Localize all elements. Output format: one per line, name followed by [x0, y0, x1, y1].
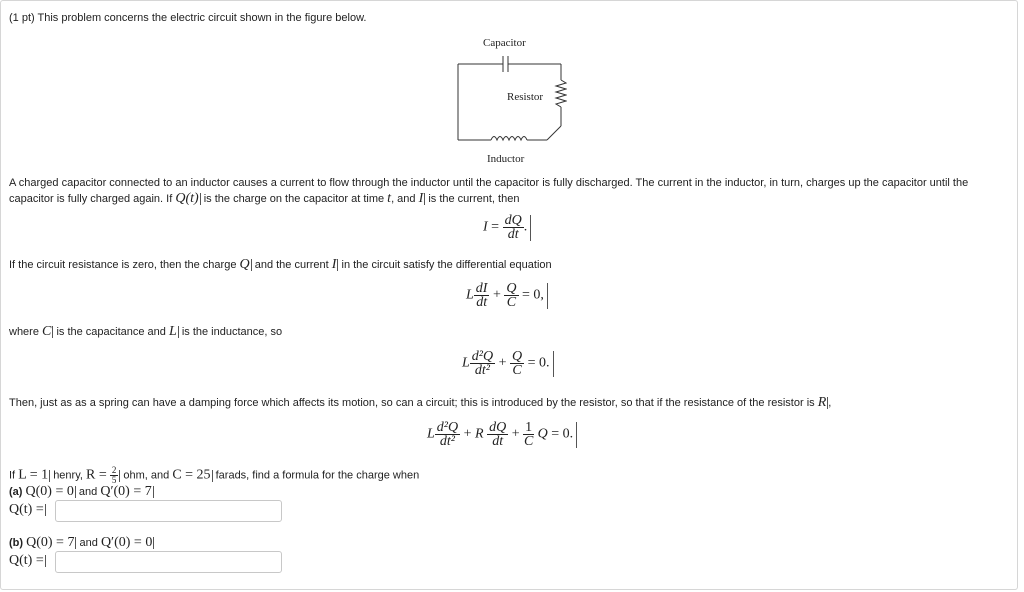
- paragraph-2: If the circuit resistance is zero, then the charge Q and the current I in the circuit satisfy the differential equation: [9, 257, 552, 272]
- given-values: If L = 1 henry, R = $\frac{2}{5}$ ohm, and C = 25 farads, find a formula for the charge when: [9, 465, 420, 485]
- part-b-answer-input[interactable]: [55, 551, 282, 573]
- part-a-conditions: (a) Q(0) = 0 and Q′(0) = 7: [9, 484, 152, 499]
- problem-intro: (1 pt) This problem concerns the electric circuit shown in the figure below.: [9, 12, 367, 24]
- paragraph-3: where C is the capacitance and L is the inductance, so: [9, 324, 283, 339]
- part-b-answer-label: Q(t) =: [9, 553, 44, 568]
- capacitor-label: Capacitor: [483, 37, 526, 49]
- circuit-diagram: [455, 36, 567, 164]
- part-a-answer-label: Q(t) =: [9, 502, 44, 517]
- equation-second-order: L $\frac{\text{d²Q}}{\text{dt²}}$ + $\frac{Q}{C}$ = 0.: [462, 350, 554, 377]
- paragraph-1-line-2: capacitor is fully charged again. If Q(t) is the charge on the capacitor at time t, and I is the current, then: [9, 191, 520, 206]
- part-b-conditions: (b) Q(0) = 7 and Q′(0) = 0: [9, 535, 153, 550]
- equation-current: I = $\frac{dQ}{dt}$ .: [483, 214, 531, 241]
- equation-lc: L $\frac{dI}{dt}$ + $\frac{Q}{C}$ = 0,: [466, 282, 548, 309]
- paragraph-4: Then, just as as a spring can have a damping force which affects its motion, so can a circuit; this is introduced by the resistor, so that if the resistance of the resistor is R ,: [9, 395, 832, 410]
- paragraph-1-line-1: A charged capacitor connected to an inductor causes a current to flow through the inductor until the capacitor is fully discharged. The current in the inductor, in turn, charges up the capacitor until the: [9, 177, 969, 189]
- inductor-label: Inductor: [487, 153, 525, 164]
- equation-rlc: L $\frac{\text{d²Q}}{\text{dt²}}$ + R $\frac{dQ}{dt}$ + $\frac{1}{C}$ Q = 0.: [427, 421, 577, 448]
- resistor-label: Resistor: [507, 91, 544, 103]
- part-a-answer-input[interactable]: [55, 500, 282, 522]
